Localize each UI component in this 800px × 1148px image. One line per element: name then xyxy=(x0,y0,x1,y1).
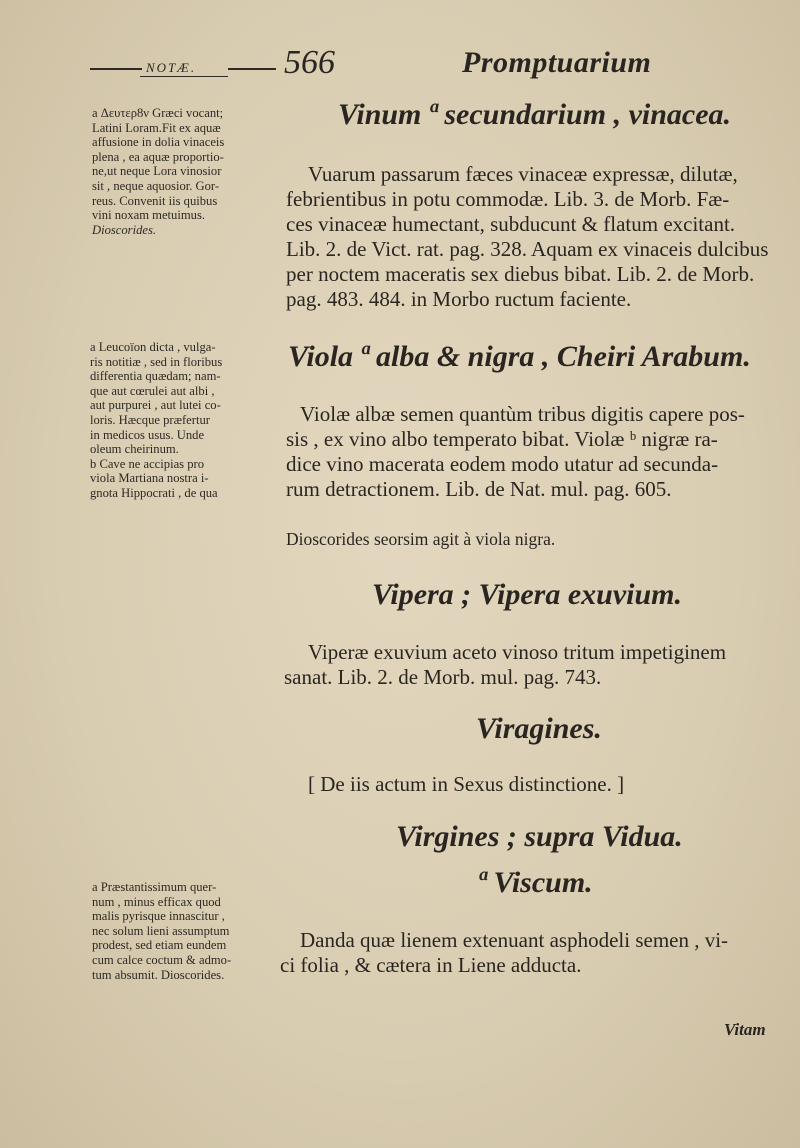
notae-label: NOTÆ. xyxy=(146,60,197,75)
entry-heading-viscum: ª Viscum. xyxy=(478,866,593,899)
note-line: que aut cœrulei aut albi , xyxy=(90,383,215,398)
running-title: Promptuarium xyxy=(462,46,652,79)
header-rule-left xyxy=(90,68,142,70)
note-line: Dioscorides. xyxy=(92,222,157,237)
body-line: dice vino macerata eodem modo utatur ad secunda- xyxy=(286,452,719,476)
body-line: Lib. 2. de Vict. rat. pag. 328. Aquam ex vinaceis dulcibus xyxy=(286,237,769,261)
note-line: ris notitiæ , sed in floribus xyxy=(90,354,223,369)
entry-body-vipera xyxy=(284,640,726,690)
entry-heading-virgines: Virgines ; supra Vidua. xyxy=(396,820,683,853)
body-line: febrientibus in potu commodæ. Lib. 3. de Morb. Fæ- xyxy=(286,187,730,211)
note-line: gnota Hippocrati , de qua xyxy=(90,485,218,500)
body-line: sanat. Lib. 2. de Morb. mul. pag. 743. xyxy=(284,665,602,689)
page-number: 566 xyxy=(284,44,335,81)
notae-underline xyxy=(140,76,228,77)
body-line: rum detractionem. Lib. de Nat. mul. pag. 605. xyxy=(286,477,672,501)
entry-heading-viola: Viola ª alba & nigra , Cheiri Arabum. xyxy=(288,340,751,373)
margin-note-viscum xyxy=(92,880,231,982)
note-line: b Cave ne accipias pro xyxy=(90,456,204,471)
entry-body-viscum xyxy=(280,928,728,978)
note-line: Latini Loram.Fit ex aquæ xyxy=(92,120,221,135)
body-line: Vuarum passarum fæces vinaceæ expressæ, dilutæ, xyxy=(308,162,738,186)
entry-heading-viragines: Viragines. xyxy=(476,712,602,745)
body-line: Danda quæ lienem extenuant asphodeli semen , vi- xyxy=(300,928,729,952)
note-line: num , minus efficax quod xyxy=(92,894,221,909)
entry-body-viragines: [ De iis actum in Sexus distinctione. ] xyxy=(308,772,625,796)
note-line: malis pyrisque innascitur , xyxy=(92,909,225,924)
entry-body-vinum xyxy=(286,162,768,312)
body-line: sis , ex vino albo temperato bibat. Violæ ᵇ nigræ ra- xyxy=(286,427,718,451)
entry-body-viola xyxy=(286,402,745,502)
note-line: tum absumit. Dioscorides. xyxy=(92,967,225,982)
body-line: pag. 483. 484. in Morbo ructum faciente. xyxy=(286,287,632,311)
body-line: Viperæ exuvium aceto vinoso tritum impetiginem xyxy=(308,640,727,664)
margin-note-vinum xyxy=(92,106,224,237)
note-line: a Præstantissimum quer- xyxy=(92,880,217,894)
note-line: prodest, sed etiam eundem xyxy=(92,938,227,953)
note-line: loris. Hæcque præfertur xyxy=(90,412,210,427)
body-line: ces vinaceæ humectant, subducunt & flatum excitant. xyxy=(286,212,736,236)
body-line: Violæ albæ semen quantùm tribus digitis capere pos- xyxy=(300,402,745,426)
note-line: reus. Convenit iis quibus xyxy=(92,193,218,208)
header-rule-right xyxy=(228,68,276,70)
note-line: nec solum lieni assumptum xyxy=(92,923,230,938)
note-line: differentia quædam; nam- xyxy=(90,369,221,384)
entry-heading-vinum: Vinum ª secundarium , vinacea. xyxy=(338,98,732,131)
note-line: aut purpurei , aut lutei co- xyxy=(90,398,221,413)
note-line: viola Martiana nostra i- xyxy=(90,471,209,486)
margin-note-viola xyxy=(90,340,222,501)
entry-heading-vipera: Vipera ; Vipera exuvium. xyxy=(372,578,683,611)
note-line: ne,ut neque Lora vinosior xyxy=(92,164,222,179)
entry-subline-viola: Dioscorides seorsim agit à viola nigra. xyxy=(286,529,556,549)
note-line: a Δευτερ8ν Græci vocant; xyxy=(92,106,224,120)
body-line: ci folia , & cætera in Liene adducta. xyxy=(280,953,582,977)
note-line: affusione in dolia vinaceis xyxy=(92,135,225,150)
note-line: vini noxam metuimus. xyxy=(92,208,205,223)
body-line: per noctem maceratis sex diebus bibat. Lib. 2. de Morb. xyxy=(286,262,755,286)
note-line: sit , neque aquosior. Gor- xyxy=(92,178,220,193)
note-line: in medicos usus. Unde xyxy=(90,427,205,442)
note-line: a Leucoïon dicta , vulga- xyxy=(90,340,216,354)
catchword: Vitam xyxy=(724,1020,766,1039)
note-line: oleum cheirinum. xyxy=(90,442,179,457)
note-line: cum calce coctum & admo- xyxy=(92,952,232,967)
note-line: plena , ea aquæ proportio- xyxy=(92,149,224,164)
